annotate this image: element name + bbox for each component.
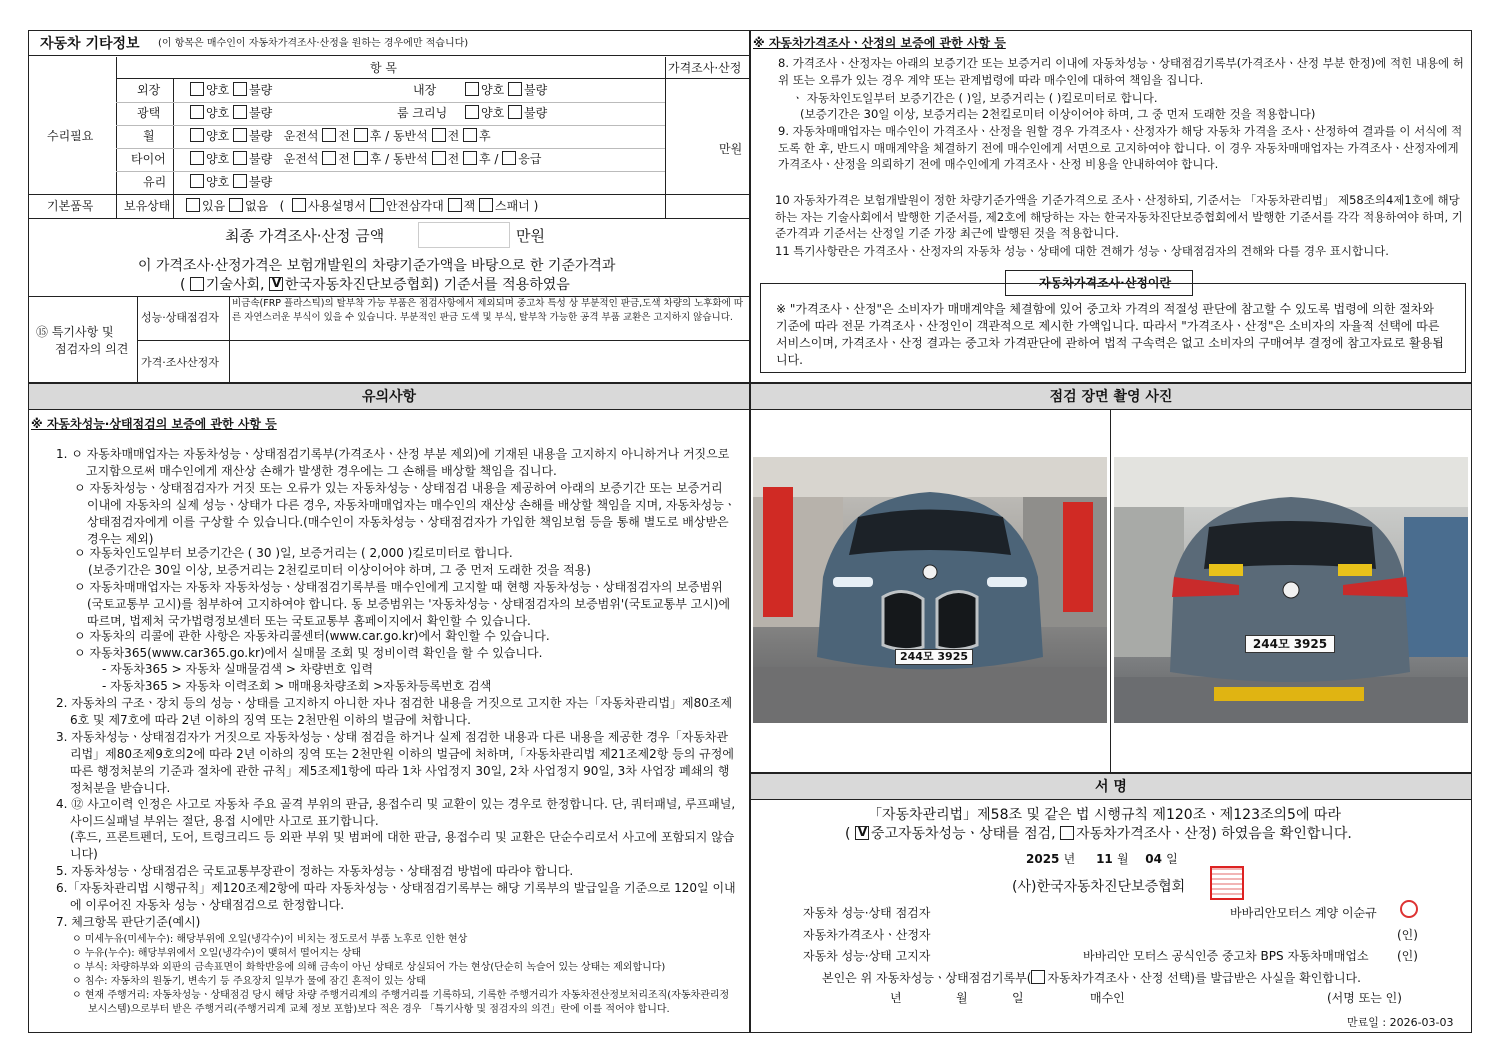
wheel-bad-checkbox[interactable] [233,128,247,142]
price-unit: 만원 [719,142,743,156]
notice-7b: ㅇ 누유(누수): 해당부위에서 오일(냉각수)이 맺혀서 떨어지는 상태 [72,948,362,959]
notice-header: 유의사항 [28,383,750,410]
notice-7d: ㅇ 침수: 자동차의 원동기, 변속기 등 주요장치 일부가 물에 잠긴 흔적이 있는 상태 [72,976,426,987]
spanner-checkbox[interactable] [479,198,493,212]
tire-emergency-checkbox[interactable] [502,151,516,165]
notice-3: 3. 자동차성능ㆍ상태점검자가 거짓으로 자동차성능ㆍ상태 점검을 하거나 실제 점검한 내용과 다른 내용을 제공한 경우「자동차관리법」제80조제9호의2에 따라 2년 이하의 징역 또는 2천만원 이하의 벌금에 처하며,「자동차관리법 제21조제2항 등의 규정에 따른 행정처분의 기준과 절차에 관한 규칙」제5조제1항에 따라 1차 사업정지 30일, 2차 사업정지 90일, 3차 사업장 폐쇄의 행정처분을 받습니다. [56,730,734,795]
definition-text: ※ "가격조사ㆍ산정"은 소비자가 매매계약을 체결함에 있어 중고차 가격의 적절성 판단에 참고할 수 있도록 법령에 의한 절차와 기준에 따라 전문 가격조사ㆍ산정인이 객관적으로 제시한 가액입니다. 따라서 "가격조사ㆍ산정"은 소비자의 자율적 선택에 따른 서비스이며, 가격조사ㆍ산정 결과는 중고차 가격판단에 관하여 법적 구속력은 없고 소비자의 구매여부 결정에 참고자료로 활용됩니다. [776,302,1444,367]
row-tire-label: 타이어 [131,152,166,166]
front-plate: 244모 3925 [895,649,973,665]
row-interior-label: 내장 [413,83,437,97]
col-price-header: 가격조사·산정 [668,61,742,75]
glass-options: 양호 불량 [190,174,272,188]
pg-item8: 8. 가격조사ㆍ산정자는 아래의 보증기간 또는 보증거리 이내에 자동차성능ㆍ상태점검기록부(가격조사ㆍ산정 부분 한정)에 적힌 내용에 허위 또는 오류가 있는 경우 계약 또는 관계법령에 따라 매수인에 대하여 책임을 집니다. [778,56,1464,87]
glass-good-checkbox[interactable] [190,174,204,188]
tire-bad-checkbox[interactable] [233,151,247,165]
repair-label: 수리필요 [47,129,94,143]
pg-item11: 11 특기사항란은 가격조사ㆍ산정자의 자동차 성능ㆍ상태에 대한 견해가 성능ㆍ상태점검자의 견해와 다를 경우 표시합니다. [775,244,1389,258]
row-exterior-label: 외장 [137,83,161,97]
buyer-month-label: 월 [956,991,968,1005]
basic-items-label: 기본품목 [47,199,94,213]
notice-1a: 1. ㅇ 자동차매매업자는 자동차성능ㆍ상태점검기록부(가격조사ㆍ산정 부분 제외)에 기재된 내용을 고지하지 아니하거나 거짓으로 고지함으로써 매수인에게 재산상 손해가 발생한 경우에는 그 손해를 배상할 책임을 집니다. [56,447,730,478]
tire-options: 양호 불량 운전석 전 후 / 동반석 전 후 / 응급 [190,151,541,165]
notice-7: 7. 체크항목 판단기준(예시) [56,915,201,929]
notice-4b: (후드, 프론트펜더, 도어, 트렁크리드 등 외판 부위 및 범퍼에 대한 판금, 용접수리 및 교환은 단순수리로서 사고에 포함되지 않습니다) [70,830,735,861]
expiry-date: 만료일 : 2026-03-03 [1347,1016,1454,1029]
inspector-opinion: 비금속(FRP 플라스틱)의 탈부착 가능 부품은 점검사항에서 제외되며 중고차 특성 상 부분적인 판금,도색 차량의 노후화에 따른 자연스러운 부식이 있을 수 있습니다. 부분적인 판금 도색 및 부식, 탈부착 가능한 공격 부품 교환은 고지하지 않습니다. [232,298,744,323]
room-clean-good-checkbox[interactable] [465,105,479,119]
notice-7e: ㅇ 현재 주행거리: 자동차성능ㆍ상태점검 당시 해당 차량 주행거리계의 주행거리를 기록하되, 기록한 주행거리가 자동차전산정보처리조직(자동차관리정보시스템)으로부터 받은 주행거리(주행거리계 교체 정보 포함)보다 적은 경우 「특기사항 및 점검자의 의견」란에 이를 적어야 합니다. [72,990,730,1015]
row-room-clean-label: 룸 크리닝 [397,106,448,120]
notice-7c: ㅇ 부식: 차량하부와 외판의 금속표면이 화학반응에 의해 금속이 아닌 상태로 상실되어 가는 현상(단순히 녹슬어 있는 상태는 제외합니다) [72,962,666,973]
rear-car-photo [1114,457,1468,723]
basis-line2: ( 기술사회, V 한국자동차진단보증협회) 기준서를 적용하였음 [180,277,570,292]
signature-header: 서 명 [750,773,1472,800]
rear-plate: 244모 3925 [1245,635,1335,653]
has-checkbox[interactable] [186,198,200,212]
price-guarantee-title: ※ 자동차가격조사ㆍ산정의 보증에 관한 사항 등 [753,36,1006,50]
notice-1b: ㅇ 자동차성능ㆍ상태점검자가 거짓 또는 오류가 있는 자동차성능ㆍ상태점검 내용을 제공하여 아래의 보증기간 또는 보증거리 이내에 자동차의 실제 성능ㆍ상태가 다른 경우, 자동차매매업자는 매수인의 재산상 손해를 배상할 책임을 지며, 자동차성능ㆍ상태점검자에게 이를 구상할 수 있습니다.(매수인이 자동차성능ㆍ상태점검자가 가입한 책임보험 등을 통해 별도로 배상받은 경우는 제외) [74,481,736,546]
wheel-options: 양호 불량 운전석 전 후 / 동반석 전 후 [190,128,491,142]
tire-driver-rear-checkbox[interactable] [354,151,368,165]
special-label-2: 점검자의 의견 [55,342,129,356]
notice-1c2: (보증기간은 30일 이상, 보증거리는 2천킬로미터 이상이어야 하며, 그 중 먼저 도래한 것을 적용) [88,563,591,577]
sig-notifier-seal: (인) [1397,949,1418,963]
room-clean-options: 양호 불량 [465,105,547,119]
wheel-passenger-rear-checkbox[interactable] [463,128,477,142]
tire-good-checkbox[interactable] [190,151,204,165]
notice-7a: ㅇ 미세누유(미세누수): 해당부위에 오일(냉각수)이 비치는 정도로서 부품 노후로 인한 현상 [72,934,468,945]
notice-1e: ㅇ 자동차의 리콜에 관한 사항은 자동차리콜센터(www.car.go.kr)에서 확인할 수 있습니다. [74,629,550,643]
basic-items-options: 있음 없음 ( 사용설명서 안전삼각대 잭 스패너 ) [186,198,538,212]
special-label-1: ⑮ 특기사항 및 [36,325,114,339]
inspector-role: 성능·상태점검자 [141,311,219,324]
sig-notifier-label: 자동차 성능·상태 고지자 [803,949,931,963]
triangle-checkbox[interactable] [370,198,384,212]
performance-check-checkbox[interactable] [855,826,869,840]
notice-6: 6.「자동차관리법 시행규칙」제120조제2항에 따라 자동차성능ㆍ상태점검기록부는 해당 기록부의 발급일을 기준으로 120일 이내에 이루어진 자동차 성능ㆍ상태점검으로 한정합니다. [56,881,736,912]
sig-confirm: 본인은 위 자동차성능ㆍ상태점검기록부( 자동차가격조사ㆍ산정 선택)를 발급받은 사실을 확인합니다. [822,971,1361,985]
exterior-options: 양호 불량 [190,82,272,96]
sig-price-label: 자동차가격조사ㆍ산정자 [803,928,931,942]
buyer-year-label: 년 [890,991,902,1005]
buyer-label: 매수인 [1090,991,1125,1005]
room-clean-bad-checkbox[interactable] [508,105,522,119]
sig-date: 2025 년 11 월 04 일 [1026,852,1178,866]
pg-item8-sub2: (보증기간은 30일 이상, 보증거리는 2천킬로미터 이상이어야 하며, 그 중 먼저 도래한 것을 적용합니다) [800,107,1316,121]
notice-1f: ㅇ 자동차365(www.car365.go.kr)에서 실매물 조회 및 정비이력 확인을 할 수 있습니다. [74,646,543,660]
basis-line1: 이 가격조사·산정가격은 보험개발원의 차량기준가액을 바탕으로 한 기준가격과 [138,258,616,274]
tech-society-checkbox[interactable] [190,277,204,291]
notice-1c: ㅇ 자동차인도일부터 보증기간은 ( 30 )일, 보증거리는 ( 2,000 )킬로미터로 합니다. [74,546,513,560]
inspector-seal [1400,900,1418,918]
tire-passenger-front-checkbox[interactable] [432,151,446,165]
none-checkbox[interactable] [229,198,243,212]
photos-header: 점검 장면 촬영 사진 [750,383,1472,410]
wheel-driver-front-checkbox[interactable] [322,128,336,142]
pg-item10: 10 자동차가격은 보험개발원이 정한 차량기준가액을 기준가격으로 조사ㆍ산정하되, 기준서는 「자동차관리법」 제58조의4제1호에 해당하는 자는 기술사회에서 발행한 기준서를, 제2호에 해당하는 자는 한국자동차진단보증협회에서 발행한 기준서를 각각 적용하여야 하며, 기준가격과 기준서는 산정일 기준 가장 최근에 발행된 것을 적용합니다. [775,193,1463,240]
sig-line1: 「자동차관리법」제58조 및 같은 법 시행규칙 제120조ㆍ제123조의5에 따라 [868,807,1341,823]
sig-inspector-name: 바바리안모터스 계양 이순규 [1230,906,1377,920]
definition-title: 자동차가격조사·산정이란 [1039,276,1172,290]
wheel-passenger-front-checkbox[interactable] [432,128,446,142]
notice-4: 4. ⑫ 사고이력 인정은 사고로 자동차 주요 골격 부위의 판금, 용접수리 및 교환이 있는 경우로 한정합니다. 단, 쿼터패널, 루프패널, 사이드실패널 부위는 절단, 용접 시에만 사고로 표기합니다. [56,797,736,828]
pg-item9: 9. 자동차매매업자는 매수인이 가격조사ㆍ산정을 원할 경우 가격조사ㆍ산정자가 해당 자동차 가격을 조사ㆍ산정하여 결과를 이 서식에 적도록 한 후, 반드시 매매계약을 체결하기 전에 매수인에게 서면으로 고지하여야 합니다. 이 경우 자동차매매업자는 가격조사ㆍ산정자에게 가격조사ㆍ산정을 의뢰하기 전에 매수인에게 가격조사ㆍ산정 비용을 안내하여야 합니다. [778,124,1463,171]
row-gloss-label: 광택 [137,106,161,120]
sig-notifier-name: 바바리안 모터스 공식인증 중고차 BPS 자동차매매업소 [1083,949,1369,963]
gloss-good-checkbox[interactable] [190,105,204,119]
wheel-driver-rear-checkbox[interactable] [354,128,368,142]
buyer-sign-field[interactable]: (서명 또는 인) [1327,991,1402,1005]
notice-1f1: - 자동차365 > 자동차 실매물검색 > 차량번호 입력 [102,662,374,676]
interior-good-checkbox[interactable] [465,82,479,96]
association-checkbox[interactable] [269,277,283,291]
glass-bad-checkbox[interactable] [233,174,247,188]
official-seal-stamp [1210,866,1244,900]
final-price-unit: 만원 [516,227,545,245]
manual-checkbox[interactable] [292,198,306,212]
notice-1d: ㅇ 자동차매매업자는 자동차 자동차성능ㆍ상태점검기록부를 매수인에게 고지할 때 현행 자동차성능ㆍ상태점검자의 보증범위(국토교통부 고시)를 첨부하여 고지하여야 합니다. 동 보증범위는 '자동차성능ㆍ상태점검자의 보증범위'(국토교통부 고시)에 따르며, 법제처 국가법령정보센터 또는 국토교통부 홈페이지에서 확인할 수 있습니다. [74,580,731,628]
notice-5: 5. 자동차성능ㆍ상태점검은 국토교통부장관이 정하는 자동차성능ㆍ상태점검 방법에 따라야 합니다. [56,864,574,878]
price-inspector-role: 가격·조사산정자 [141,356,219,369]
buyer-price-checkbox[interactable] [1031,970,1045,984]
exterior-bad-checkbox[interactable] [233,82,247,96]
sig-line2: ( V중고자동차성능ㆍ상태를 점검, 자동차가격조사ㆍ산정) 하였음을 확인합니다. [845,826,1352,841]
notice-2: 2. 자동차의 구조ㆍ장치 등의 성능ㆍ상태를 고지하지 아니한 자나 점검한 내용을 거짓으로 고지한 자는「자동차관리법」제80조제6호 및 제7호에 따라 2년 이하의 징역 또는 2천만원 이하의 벌금에 처합니다. [56,696,733,727]
jack-checkbox[interactable] [448,198,462,212]
wheel-good-checkbox[interactable] [190,128,204,142]
sig-org: (사)한국자동차진단보증협회 [1012,879,1186,895]
gloss-bad-checkbox[interactable] [233,105,247,119]
buyer-day-label: 일 [1012,991,1024,1005]
gloss-options: 양호 불량 [190,105,272,119]
interior-options: 양호 불량 [465,82,547,96]
final-price-label: 최종 가격조사·산정 금액 [225,227,385,245]
row-glass-label: 유리 [143,175,167,189]
other-info-note: (이 항목은 매수인이 자동차가격조사·산정을 원하는 경우에만 적습니다) [158,38,469,49]
sig-inspector-label: 자동차 성능·상태 점검자 [803,906,931,920]
tire-driver-front-checkbox[interactable] [322,151,336,165]
notice-1f2: - 자동차365 > 자동차 이력조회 > 매매용차량조회 >자동차등록번호 검색 [102,679,492,693]
price-check-checkbox[interactable] [1060,826,1074,840]
front-car-photo [753,457,1107,723]
row-wheel-label: 휠 [143,129,155,143]
col-item-header: 항 목 [370,61,397,75]
sig-price-seal: (인) [1397,928,1418,942]
possession-label: 보유상태 [124,199,171,213]
pg-item8-sub1: ㆍ 자동차인도일부터 보증기간은 ( )일, 보증거리는 ( )킬로미터로 합니다. [792,91,1158,105]
exterior-good-checkbox[interactable] [190,82,204,96]
tire-passenger-rear-checkbox[interactable] [463,151,477,165]
interior-bad-checkbox[interactable] [508,82,522,96]
other-info-title: 자동차 기타정보 [40,36,140,52]
final-price-input[interactable] [418,222,510,248]
notice-title: ※ 자동차성능·상태점검의 보증에 관한 사항 등 [31,417,277,431]
